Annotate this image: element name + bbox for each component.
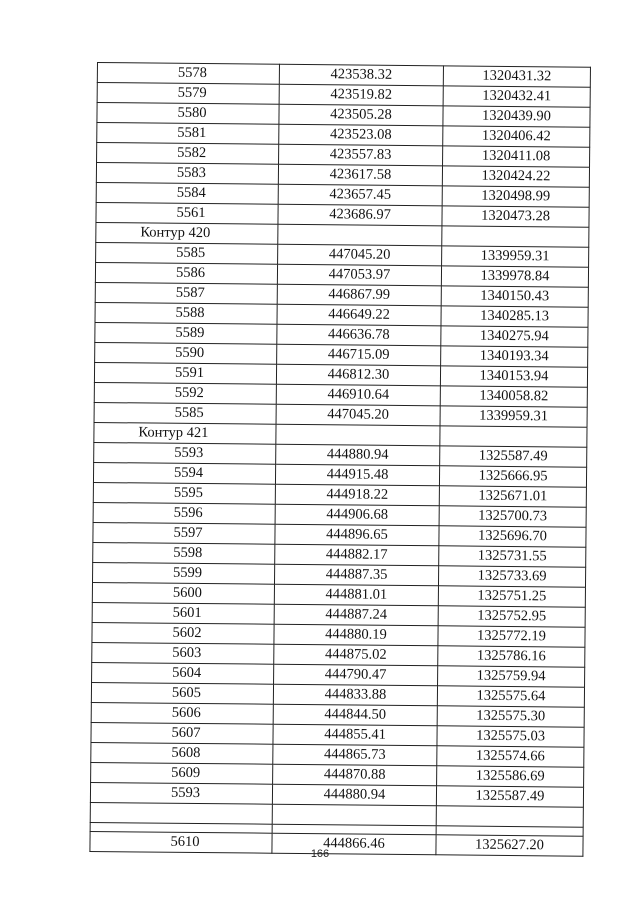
y-coordinate-cell: 1320432.41 — [443, 86, 590, 107]
point-number-cell: 5591 — [94, 362, 276, 384]
contour-420-label: Контур 420 — [96, 222, 278, 244]
x-coordinate-cell: 423519.82 — [279, 84, 443, 106]
point-number-cell: 5603 — [92, 642, 274, 664]
x-coordinate-cell: 444880.94 — [276, 444, 440, 466]
y-coordinate-cell: 1325731.55 — [439, 546, 586, 567]
y-coordinate-cell: 1325671.01 — [439, 486, 586, 507]
y-coordinate-cell: 1340150.43 — [441, 286, 588, 307]
point-number-cell: 5578 — [97, 63, 279, 85]
y-coordinate-cell: 1325759.94 — [438, 666, 585, 687]
empty-cell — [276, 424, 440, 446]
x-coordinate-cell: 446867.99 — [277, 284, 441, 306]
point-number-cell: 5604 — [92, 662, 274, 684]
point-number-cell: 5588 — [95, 302, 277, 324]
coordinates-table — [89, 62, 591, 857]
x-coordinate-cell: 446649.22 — [277, 304, 441, 326]
empty-cell — [436, 806, 583, 827]
point-number-cell: 5596 — [93, 502, 275, 524]
x-coordinate-cell: 423657.45 — [278, 184, 442, 206]
x-coordinate-cell: 444896.65 — [275, 524, 439, 546]
y-coordinate-cell: 1339959.31 — [442, 246, 589, 267]
page-number: 166 — [310, 848, 330, 860]
point-number-cell: 5579 — [97, 83, 279, 105]
x-coordinate-cell: 423523.08 — [279, 124, 443, 146]
x-coordinate-cell: 444887.35 — [274, 564, 438, 586]
x-coordinate-cell: 444906.68 — [275, 504, 439, 526]
x-coordinate-cell: 444833.88 — [273, 684, 437, 706]
x-coordinate-cell: 444880.94 — [272, 784, 436, 806]
point-number-cell: 5594 — [93, 462, 275, 484]
x-coordinate-cell: 446910.64 — [276, 384, 440, 406]
x-coordinate-cell: 447045.20 — [276, 404, 440, 426]
point-number-cell: 5580 — [97, 103, 279, 125]
x-coordinate-cell: 444866.46 — [272, 833, 436, 855]
point-number-cell: 5600 — [92, 582, 274, 604]
y-coordinate-cell: 1325751.25 — [438, 586, 585, 607]
y-coordinate-cell: 1340285.13 — [441, 306, 588, 327]
x-coordinate-cell: 423505.28 — [279, 104, 443, 126]
point-number-cell: 5592 — [94, 382, 276, 404]
x-coordinate-cell: 423538.32 — [279, 64, 443, 86]
y-coordinate-cell: 1325696.70 — [439, 526, 586, 547]
point-number-cell: 5561 — [96, 202, 278, 224]
y-coordinate-cell: 1325752.95 — [438, 606, 585, 627]
x-coordinate-cell: 444865.73 — [273, 744, 437, 766]
y-coordinate-cell: 1339978.84 — [441, 266, 588, 287]
point-number-cell: 5595 — [93, 482, 275, 504]
point-number-cell: 5581 — [97, 123, 279, 145]
y-coordinate-cell: 1325772.19 — [438, 626, 585, 647]
y-coordinate-cell: 1340193.34 — [441, 346, 588, 367]
y-coordinate-cell: 1320406.42 — [443, 126, 590, 147]
x-coordinate-cell: 447053.97 — [277, 264, 441, 286]
y-coordinate-cell: 1325575.03 — [437, 726, 584, 747]
point-number-cell: 5589 — [95, 322, 277, 344]
point-number-cell: 5597 — [93, 522, 275, 544]
coordinates-table-body — [90, 63, 591, 857]
x-coordinate-cell: 446636.78 — [277, 324, 441, 346]
x-coordinate-cell: 444881.01 — [274, 584, 438, 606]
y-coordinate-cell: 1340058.82 — [440, 386, 587, 407]
y-coordinate-cell: 1320411.08 — [443, 146, 590, 167]
y-coordinate-cell: 1320498.99 — [442, 186, 589, 207]
y-coordinate-cell: 1325700.73 — [439, 506, 586, 527]
point-number-cell: 5586 — [95, 262, 277, 284]
y-coordinate-cell: 1325786.16 — [438, 646, 585, 667]
point-number-cell: 5593 — [90, 782, 272, 804]
empty-cell — [440, 426, 587, 447]
empty-cell — [442, 226, 589, 247]
x-coordinate-cell: 444887.24 — [274, 604, 438, 626]
coordinates-table-wrapper — [89, 62, 579, 857]
y-coordinate-cell: 1320424.22 — [442, 166, 589, 187]
x-coordinate-cell: 444855.41 — [273, 724, 437, 746]
y-coordinate-cell: 1340275.94 — [441, 326, 588, 347]
point-number-cell: 5606 — [91, 702, 273, 724]
y-coordinate-cell: 1320439.90 — [443, 106, 590, 127]
y-coordinate-cell: 1325587.49 — [436, 786, 583, 807]
point-number-cell: 5599 — [93, 562, 275, 584]
empty-cell — [278, 224, 442, 246]
x-coordinate-cell: 444790.47 — [274, 664, 438, 686]
x-coordinate-cell: 423686.97 — [278, 204, 442, 226]
point-number-cell: 5593 — [94, 442, 276, 464]
point-number-cell: 5583 — [96, 163, 278, 185]
y-coordinate-cell: 1325666.95 — [439, 466, 586, 487]
x-coordinate-cell: 444915.48 — [275, 464, 439, 486]
y-coordinate-cell: 1325586.69 — [437, 766, 584, 787]
point-number-cell: 5602 — [92, 622, 274, 644]
empty-cell — [90, 802, 272, 824]
point-number-cell: 5585 — [94, 402, 276, 424]
point-number-cell: 5607 — [91, 722, 273, 744]
point-number-cell: 5582 — [97, 143, 279, 165]
point-number-cell: 5609 — [91, 762, 273, 784]
point-number-cell: 5584 — [96, 182, 278, 204]
point-number-cell: 5610 — [90, 831, 272, 853]
x-coordinate-cell: 444844.50 — [273, 704, 437, 726]
point-number-cell: 5590 — [95, 342, 277, 364]
x-coordinate-cell: 423557.83 — [279, 144, 443, 166]
point-number-cell: 5608 — [91, 742, 273, 764]
y-coordinate-cell: 1320473.28 — [442, 206, 589, 227]
contour-421-label: Контур 421 — [94, 422, 276, 444]
x-coordinate-cell: 444882.17 — [275, 544, 439, 566]
x-coordinate-cell: 444918.22 — [275, 484, 439, 506]
point-number-cell: 5585 — [96, 242, 278, 264]
y-coordinate-cell: 1320431.32 — [443, 66, 590, 87]
point-number-cell: 5598 — [93, 542, 275, 564]
x-coordinate-cell: 444875.02 — [274, 644, 438, 666]
point-number-cell: 5605 — [91, 682, 273, 704]
y-coordinate-cell: 1325627.20 — [436, 835, 583, 856]
x-coordinate-cell: 444880.19 — [274, 624, 438, 646]
point-number-cell: 5601 — [92, 602, 274, 624]
x-coordinate-cell: 446812.30 — [276, 364, 440, 386]
y-coordinate-cell: 1339959.31 — [440, 406, 587, 427]
y-coordinate-cell: 1325587.49 — [440, 446, 587, 467]
y-coordinate-cell: 1325575.64 — [437, 686, 584, 707]
y-coordinate-cell: 1340153.94 — [440, 366, 587, 387]
empty-cell — [272, 804, 436, 826]
x-coordinate-cell: 447045.20 — [278, 244, 442, 266]
y-coordinate-cell: 1325575.30 — [437, 706, 584, 727]
x-coordinate-cell: 446715.09 — [277, 344, 441, 366]
x-coordinate-cell: 423617.58 — [278, 164, 442, 186]
point-number-cell: 5587 — [95, 282, 277, 304]
y-coordinate-cell: 1325733.69 — [438, 566, 585, 587]
x-coordinate-cell: 444870.88 — [273, 764, 437, 786]
y-coordinate-cell: 1325574.66 — [437, 746, 584, 767]
